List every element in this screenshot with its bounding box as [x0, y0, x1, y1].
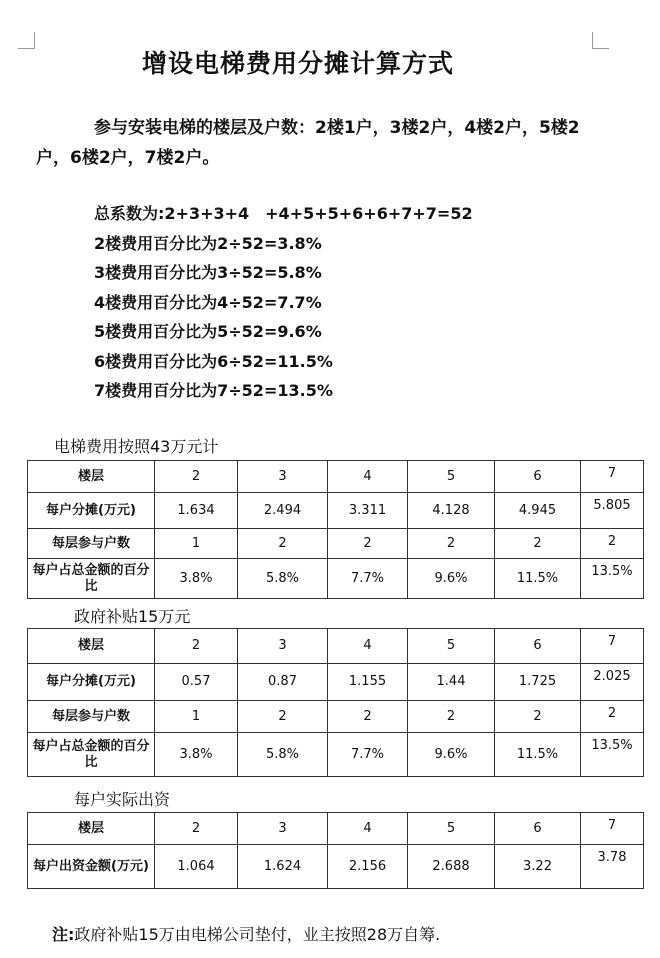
table-cell: 7 — [581, 629, 644, 664]
calc-line: 6楼费用百分比为6÷52=11.5% — [94, 351, 333, 371]
table-caption: 每户实际出资 — [74, 790, 171, 809]
table-cell: 3 — [238, 813, 328, 845]
table-cell: 2 — [328, 529, 408, 559]
table-cell: 2.025 — [581, 664, 644, 701]
row-label: 楼层 — [28, 813, 155, 845]
calc-line: 5楼费用百分比为5÷52=9.6% — [94, 322, 322, 341]
table-cell: 4.128 — [408, 493, 495, 529]
table-cell: 3.8% — [155, 559, 238, 599]
footnote-text: 政府补贴15万由电梯公司垫付，业主按照28万自筹. — [74, 925, 441, 944]
table-cell: 2 — [581, 701, 644, 733]
calc-line: 4楼费用百分比为4÷52=7.7% — [94, 292, 322, 312]
table-cell: 5.8% — [238, 733, 328, 777]
cost-table-43 — [27, 460, 644, 599]
calc-line: 3楼费用百分比为3÷52=5.8% — [94, 263, 322, 282]
footnote-label: 注: — [52, 925, 75, 944]
table-cell: 3.22 — [495, 845, 581, 889]
table-cell: 4 — [328, 461, 408, 493]
table-cell: 5.8% — [238, 559, 328, 599]
table-cell: 2 — [495, 529, 581, 559]
table-cell: 5 — [408, 813, 495, 845]
document-title: 增设电梯费用分摊计算方式 — [141, 49, 454, 78]
table-row — [28, 813, 644, 845]
row-label: 每层参与户数 — [28, 529, 155, 559]
table-cell: 3.8% — [155, 733, 238, 777]
table-cell: 0.57 — [155, 664, 238, 701]
row-label: 楼层 — [28, 461, 155, 493]
table-cell: 7.7% — [328, 559, 408, 599]
table-cell: 3.311 — [328, 493, 408, 529]
table-cell: 1.44 — [408, 664, 495, 701]
table-cell: 7.7% — [328, 733, 408, 777]
table-cell: 7 — [581, 813, 644, 845]
table-cell: 3 — [238, 629, 328, 664]
table-cell: 9.6% — [408, 733, 495, 777]
table-caption: 政府补贴15万元 — [74, 607, 191, 626]
table-cell: 6 — [495, 813, 581, 845]
footnote — [52, 922, 440, 945]
table-cell: 2 — [155, 813, 238, 845]
row-label: 每户出资金额(万元) — [28, 845, 155, 889]
table-cell: 1.155 — [328, 664, 408, 701]
row-label: 每户占总金额的百分比 — [28, 559, 155, 599]
table-cell: 6 — [495, 461, 581, 493]
table-cell: 5.805 — [581, 493, 644, 529]
table-cell: 4 — [328, 629, 408, 664]
table-row — [28, 664, 644, 701]
table-cell: 1.624 — [238, 845, 328, 889]
row-label: 楼层 — [28, 629, 155, 664]
table-cell: 2 — [155, 461, 238, 493]
table-cell: 2.688 — [408, 845, 495, 889]
row-label: 每户分摊(万元) — [28, 493, 155, 529]
table-cell: 11.5% — [495, 733, 581, 777]
table-row — [28, 845, 644, 889]
calculation-block — [94, 199, 473, 406]
table-cell: 0.87 — [238, 664, 328, 701]
table-caption: 电梯费用按照43万元计 — [54, 437, 219, 456]
table-row — [28, 629, 644, 664]
table-row — [28, 701, 644, 733]
table-cell: 2 — [238, 529, 328, 559]
table-cell: 2 — [408, 701, 495, 733]
table-cell: 4 — [328, 813, 408, 845]
table-cell: 2 — [328, 701, 408, 733]
table-cell: 1 — [155, 529, 238, 559]
table-cell: 1.634 — [155, 493, 238, 529]
actual-payment-table — [27, 812, 644, 889]
table-cell: 11.5% — [495, 559, 581, 599]
table-row — [28, 461, 644, 493]
calc-line: 7楼费用百分比为7÷52=13.5% — [94, 381, 333, 400]
table-cell: 2 — [155, 629, 238, 664]
table-cell: 7 — [581, 461, 644, 493]
table-row — [28, 493, 644, 529]
table-cell: 2 — [238, 701, 328, 733]
row-label: 每户占总金额的百分比 — [28, 733, 155, 777]
table-cell: 9.6% — [408, 559, 495, 599]
table-cell: 2.494 — [238, 493, 328, 529]
table-cell: 2 — [581, 529, 644, 559]
calc-line: 2楼费用百分比为2÷52=3.8% — [94, 233, 322, 253]
table-row — [28, 559, 644, 599]
table-cell: 2 — [495, 701, 581, 733]
table-cell: 5 — [408, 461, 495, 493]
subsidy-table-15 — [27, 628, 644, 777]
row-label: 每层参与户数 — [28, 701, 155, 733]
table-row — [28, 529, 644, 559]
table-cell: 13.5% — [581, 559, 644, 599]
table-cell: 5 — [408, 629, 495, 664]
calc-line: 总系数为:2+3+3+4 +4+5+5+6+6+7+7=52 — [94, 204, 473, 223]
row-label: 每户分摊(万元) — [28, 664, 155, 701]
intro-paragraph: 参与安装电梯的楼层及户数：2楼1户，3楼2户，4楼2户，5楼2户，6楼2户，7楼2户。 — [36, 118, 580, 168]
table-cell: 1 — [155, 701, 238, 733]
table-cell: 3.78 — [581, 845, 644, 889]
table-cell: 2 — [408, 529, 495, 559]
table-cell: 4.945 — [495, 493, 581, 529]
table-cell: 13.5% — [581, 733, 644, 777]
table-row — [28, 733, 644, 777]
table-cell: 2.156 — [328, 845, 408, 889]
table-cell: 6 — [495, 629, 581, 664]
table-cell: 3 — [238, 461, 328, 493]
table-cell: 1.064 — [155, 845, 238, 889]
table-cell: 1.725 — [495, 664, 581, 701]
